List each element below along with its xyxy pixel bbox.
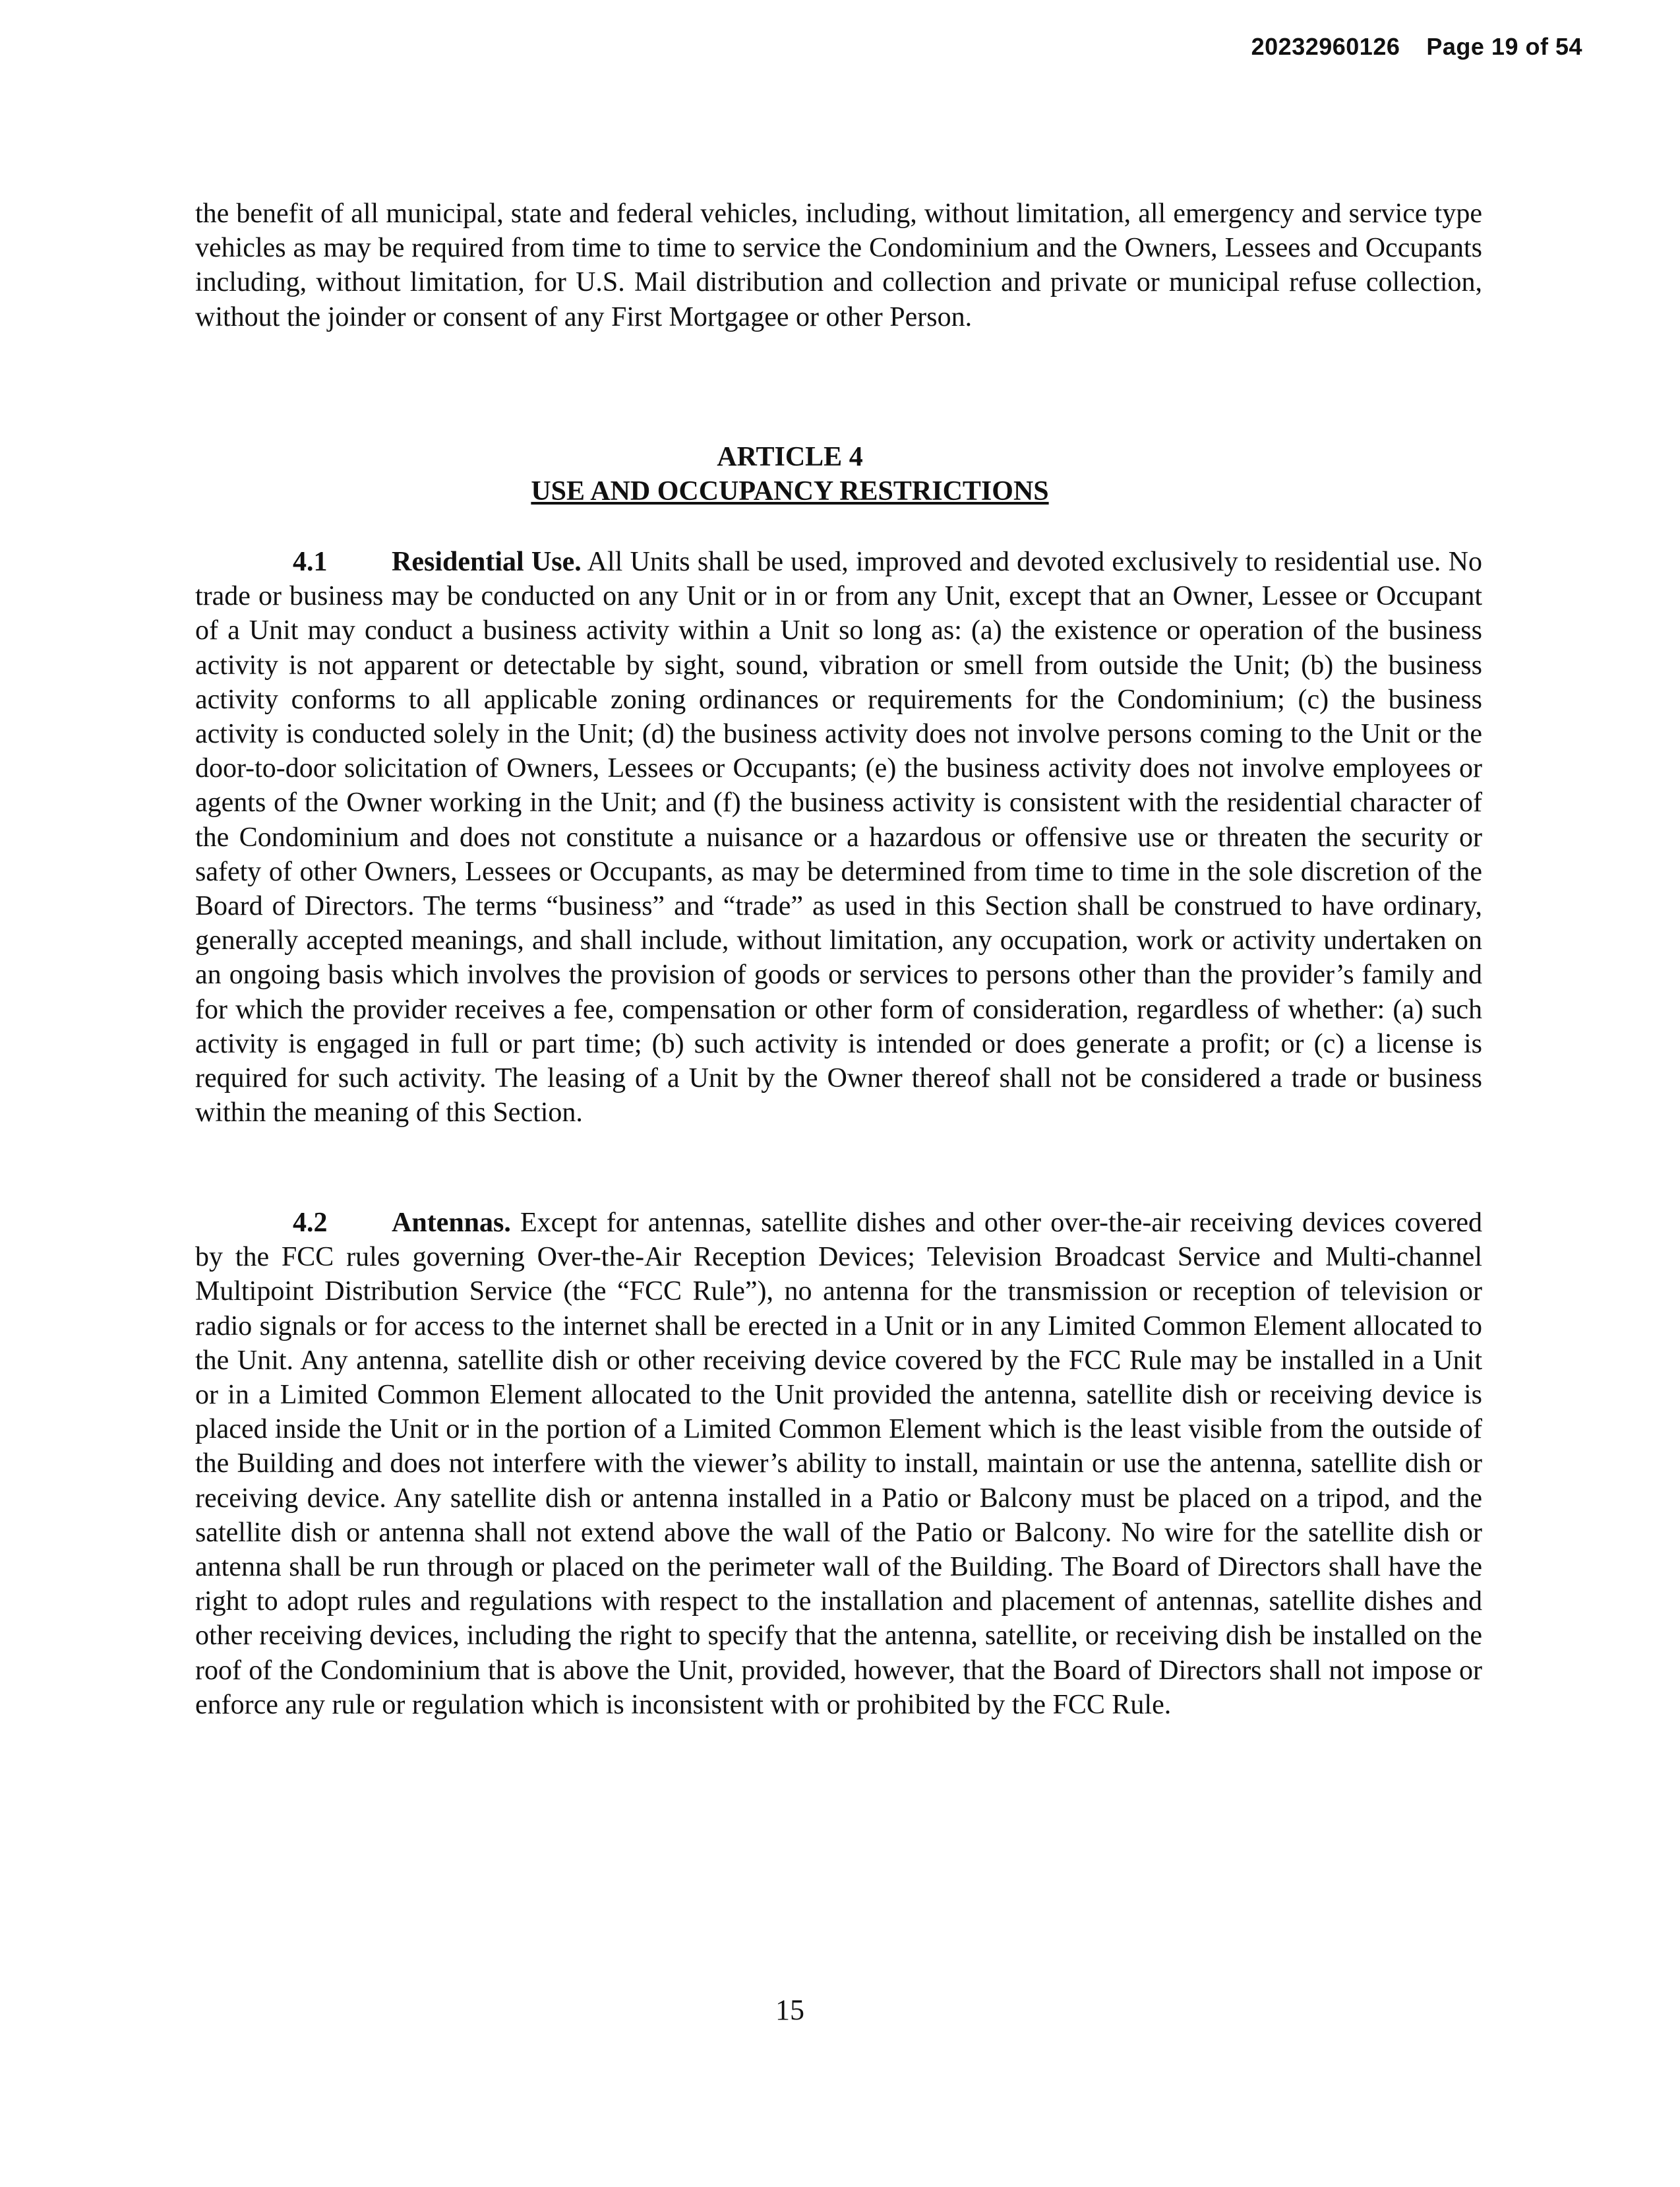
section-text: All Units shall be used, improved and devoted exclusively to residential use. No trade or business may be conducted on any Unit or in or from any Unit, except that an Owner, Lessee or Occupant of a Unit may conduct a business activity within a Unit so long as: (a) the existence or operation of the business activity is not apparent or detectable by sight, sound, vibration or smell from outside the Unit; (b) the business activity conforms to all applicable zoning ordinances or requirements for the Condominium; (c) the business activity is conducted solely in the Unit; (d) the business activity does not involve persons coming to the Unit or the door-to-door solicitation of Owners, Lessees or Occupants; (e) the business activity does not involve employees or agents of the Owner working in the Unit; and (f) the business activity is consistent with the residential character of the Condominium and does not constitute a nuisance or a hazardous or offensive use or threaten the security or safety of other Owners, Lessees or Occupants, as may be determined from time to time in the sole discretion of the Board of Directors. The terms “business” and “trade” as used in this Section shall be construed to have ordinary, generally accepted meanings, and shall include, without limitation, any occupation, work or activity undertaken on an ongoing basis which involves the provision of goods or services to persons other than the provider’s family and for which the provider receives a fee, compensation or other form of consideration, regardless of whether: (a) such activity is engaged in full or part time; (b) such activity is intended or does generate a profit; or (c) a license is required for such activity. The leasing of a Unit by the Owner thereof shall not be considered a trade or business within the meaning of this Section. bbox=[195, 547, 1482, 1128]
document-header bbox=[1251, 33, 1582, 61]
section-residential-use bbox=[195, 545, 1482, 1130]
section-antennas bbox=[195, 1206, 1482, 1722]
continued-paragraph: the benefit of all municipal, state and federal vehicles, including, without limitation, all emergency and service type vehicles as may be required from time to time to service the Condominium and the Owners, Lessees and Occupants including, without limitation, for U.S. Mail distribution and collection and private or municipal refuse collection, without the joinder or consent of any First Mortgagee or other Person. bbox=[195, 199, 1482, 332]
section-text: Except for antennas, satellite dishes and other over-the-air receiving devices covered by the FCC rules governing Over-the-Air Reception Devices; Television Broadcast Service and Multi-channel Multipoint Distribution Service (the “FCC Rule”), no antenna for the transmission or reception of television or radio signals or for access to the internet shall be erected in a Unit or in any Limited Common Element allocated to the Unit. Any antenna, satellite dish or other receiving device covered by the FCC Rule may be installed in a Unit or in a Limited Common Element allocated to the Unit provided the antenna, satellite dish or receiving device is placed inside the Unit or in the portion of a Limited Common Element which is the least visible from the outside of the Building and does not interfere with the viewer’s ability to install, maintain or use the antenna, satellite dish or receiving device. Any satellite dish or antenna installed in a Patio or Balcony must be placed on a tripod, and the satellite dish or antenna shall not extend above the wall of the Patio or Balcony. No wire for the satellite dish or antenna shall be run through or placed on the perimeter wall of the Building. The Board of Directors shall have the right to adopt rules and regulations with respect to the installation and placement of antennas, satellite dishes and other receiving devices, including the right to specify that the antenna, satellite, or receiving dish be installed on the roof of the Condominium that is above the Unit, provided, however, that the Board of Directors shall not impose or enforce any rule or regulation which is inconsistent with or prohibited by the FCC Rule. bbox=[195, 1208, 1483, 1720]
section-number: 4.1 bbox=[293, 547, 328, 577]
section-title: Residential Use. bbox=[392, 547, 582, 577]
document-number: 20232960126 bbox=[1251, 33, 1400, 60]
page-number: 15 bbox=[775, 1994, 804, 2026]
section-title: Antennas. bbox=[392, 1208, 511, 1238]
article-heading bbox=[0, 440, 1580, 508]
article-number: ARTICLE 4 bbox=[717, 442, 863, 472]
section-number: 4.2 bbox=[293, 1208, 328, 1238]
article-title: USE AND OCCUPANCY RESTRICTIONS bbox=[531, 476, 1049, 507]
page-label: Page 19 of 54 bbox=[1426, 33, 1582, 60]
